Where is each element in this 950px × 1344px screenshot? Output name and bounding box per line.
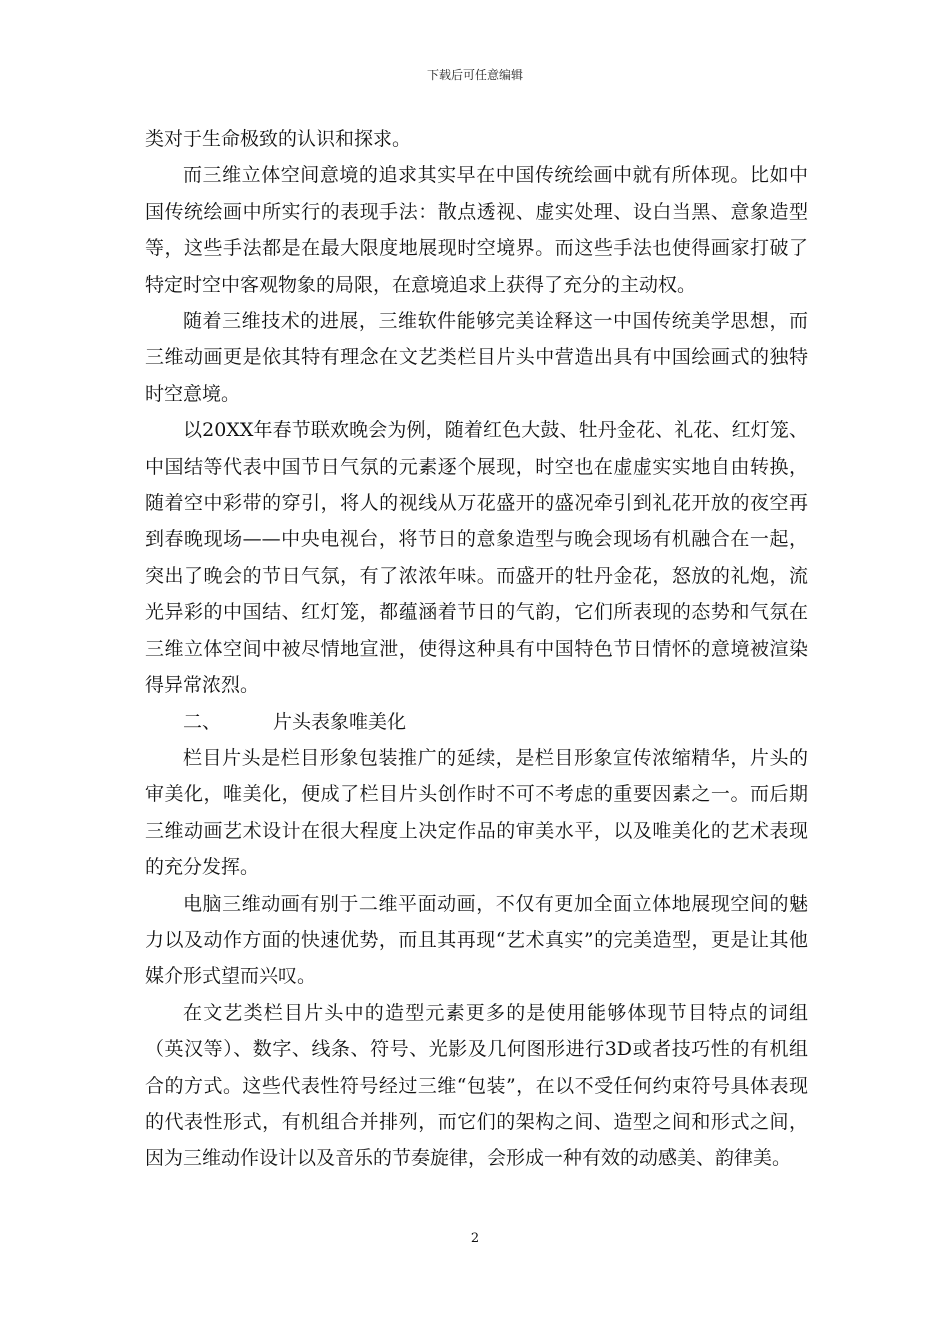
- section-heading: [145, 704, 808, 740]
- section-heading-number: 二、: [183, 710, 222, 733]
- paragraph: 在文艺类栏目片头中的造型元素更多的是使用能够体现节目特点的词组（英汉等）、数字、线条、符号、光影及几何图形进行3D或者技巧性的有机组合的方式。这些代表性符号经过三维“包装”，在以不受任何约束符号具体表现的代表性形式，有机组合并排列，而它们的架构之间、造型之间和形式之间，因为三维动作设计以及音乐的节奏旋律，会形成一种有效的动感美、韵律美。: [145, 1001, 808, 1170]
- paragraph: 而三维立体空间意境的追求其实早在中国传统绘画中就有所体现。比如中国传统绘画中所实行的表现手法：散点透视、虚实处理、设白当黑、意象造型等，这些手法都是在最大限度地展现时空境界。而这些手法也使得画家打破了特定时空中客观物象的局限，在意境追求上获得了充分的主动权。: [145, 164, 808, 296]
- paragraph: 电脑三维动画有别于二维平面动画，不仅有更加全面立体地展现空间的魅力以及动作方面的快速优势，而且其再现“艺术真实”的完美造型，更是让其他媒介形式望而兴叹。: [145, 892, 808, 988]
- paragraph: 以20XX年春节联欢晚会为例，随着红色大鼓、牡丹金花、礼花、红灯笼、中国结等代表中国节日气氛的元素逐个展现，时空也在虚虚实实地自由转换，随着空中彩带的穿引，将人的视线从万花盛开的盛况牵引到礼花开放的夜空再到春晚现场——中央电视台，将节日的意象造型与晚会现场有机融合在一起，突出了晚会的节日气氛，有了浓浓年味。而盛开的牡丹金花，怒放的礼炮，流光异彩的中国结、红灯笼，都蕴涵着节日的气韵，它们所表现的态势和气氛在三维立体空间中被尽情地宣泄，使得这种具有中国特色节日情怀的意境被渲染得异常浓烈。: [145, 419, 808, 697]
- paragraph: 栏目片头是栏目形象包装推广的延续，是栏目形象宣传浓缩精华，片头的审美化，唯美化，便成了栏目片头创作时不可不考虑的重要因素之一。而后期三维动画艺术设计在很大程度上决定作品的审美水平，以及唯美化的艺术表现的充分发挥。: [145, 746, 808, 879]
- page-header: 下载后可任意编辑: [426, 68, 523, 82]
- paragraph: 随着三维技术的进展，三维软件能够完美诠释这一中国传统美学思想，而三维动画更是依其特有理念在文艺类栏目片头中营造出具有中国绘画式的独特时空意境。: [145, 310, 808, 405]
- document-body: [145, 121, 808, 1177]
- section-heading-title: 片头表象唯美化: [273, 710, 407, 733]
- page-number: 2: [470, 1231, 480, 1246]
- paragraph: 类对于生命极致的认识和探求。: [145, 128, 412, 150]
